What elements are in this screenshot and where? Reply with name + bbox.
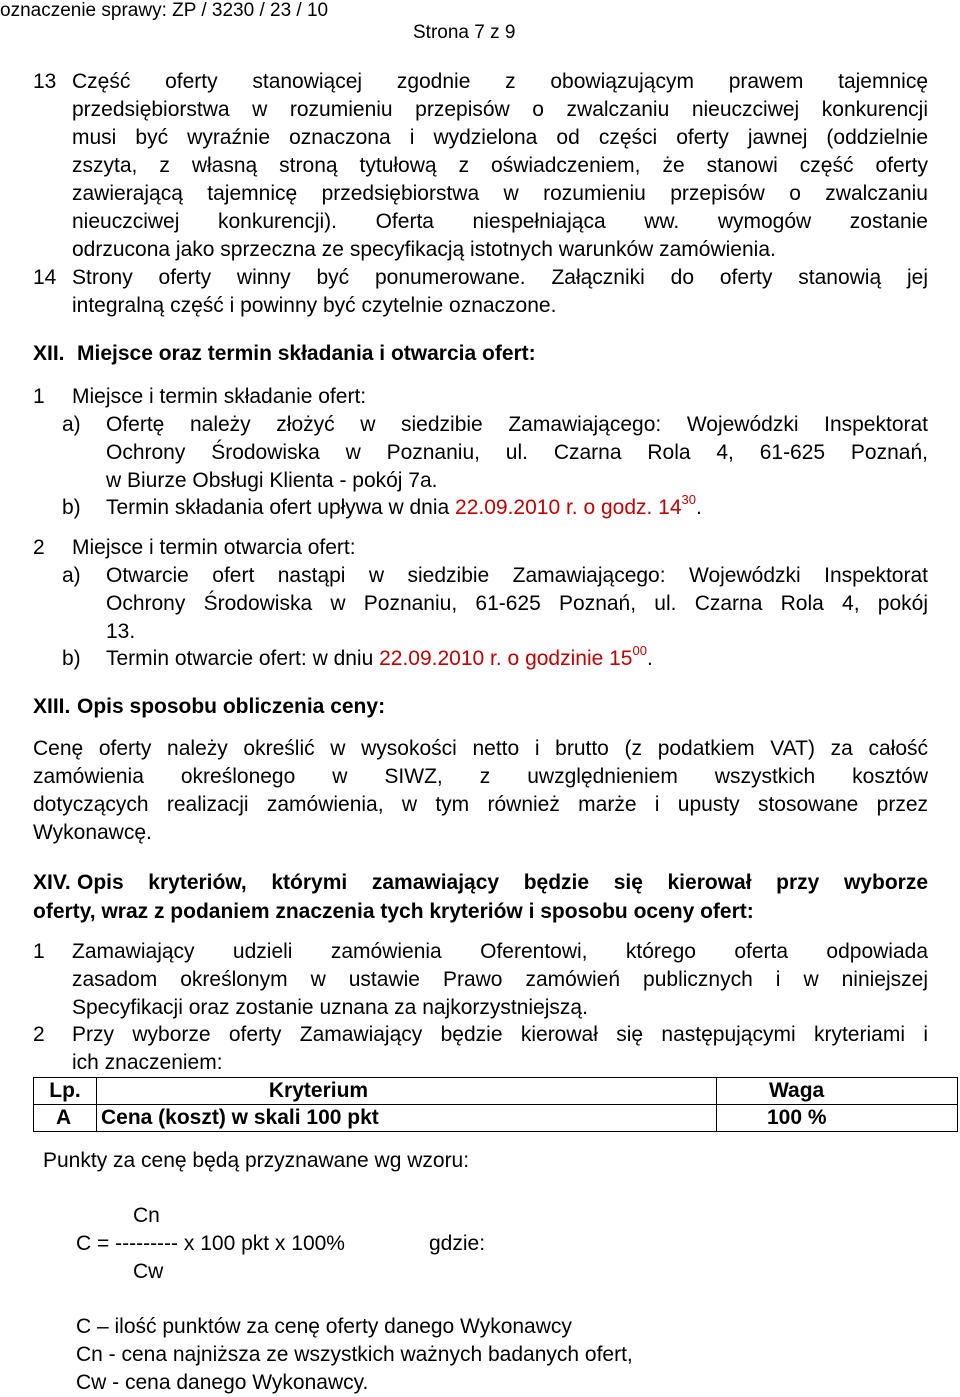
section-xiv-title-line-2: oferty, wraz z podaniem znaczenia tych kryteriów i sposobu oceny ofert: — [33, 900, 754, 923]
item-14-line: integralną część i powinny być czytelnie oznaczone. — [72, 294, 557, 317]
xiv-1-line: Zamawiający udzieli zamówienia Oferentowi, którego oferta odpowiada — [72, 940, 928, 963]
item-13-line: Część oferty stanowiącej zgodnie z obowiązującym prawem tajemnicę — [72, 70, 928, 93]
xii-2b-minutes: 00 — [632, 643, 647, 658]
item-13-line: odrzucona jako sprzeczna ze specyfikacją istotnych warunków zamówienia. — [72, 238, 776, 261]
item-14-number: 14 — [33, 266, 57, 289]
xii-2b-text — [106, 645, 653, 673]
xiv-1-line: zasadom określonym w ustawie Prawo zamówień publicznych i w niniejszej — [72, 968, 928, 991]
cell-kryterium: Cena (koszt) w skali 100 pkt — [97, 1105, 717, 1132]
item-13-line: zszyta, z własną stroną tytułową z oświadczeniem, że stanowi część oferty — [72, 154, 928, 177]
xii-2a-text — [106, 562, 928, 646]
section-xiv-number: XIV. — [33, 871, 71, 894]
page-number: Strona 7 z 9 — [413, 22, 516, 43]
xii-1a-label: a) — [62, 413, 81, 436]
points-intro: Punkty za cenę będą przyznawane wg wzoru: — [43, 1149, 470, 1172]
formula-denominator: Cw — [133, 1260, 164, 1283]
section-xiii-title: Opis sposobu obliczenia ceny: — [77, 695, 386, 718]
xii-2a-line: 13. — [106, 620, 136, 643]
item-13-line: nieuczciwej konkurencji). Oferta niespełniająca ww. wymogów zostanie — [72, 210, 928, 233]
criteria-table — [33, 1077, 958, 1132]
section-xii-title: Miejsce oraz termin składania i otwarcia ofert: — [77, 342, 536, 365]
xii-1a-line: w Biurze Obsługi Klienta - pokój 7a. — [106, 469, 438, 492]
xii-2a-line: Otwarcie ofert nastąpi w siedzibie Zamawiającego: Wojewódzki Inspektorat — [106, 564, 928, 587]
header-lp: Lp. — [34, 1078, 97, 1105]
formula-legend — [76, 1313, 633, 1397]
xii-1b-minutes: 30 — [681, 492, 697, 507]
xii-1b-label: b) — [62, 496, 81, 519]
legend-line: Cw - cena danego Wykonawcy. — [76, 1371, 369, 1394]
legend-line: Cn - cena najniższa ze wszystkich ważnych badanych ofert, — [76, 1343, 633, 1366]
item-13-text — [72, 68, 928, 264]
xii-1b-lead: Termin składania ofert upływa w dnia — [106, 496, 456, 519]
xii-2b-date: 22.09.2010 r. o godzinie 15 — [379, 647, 633, 670]
xiv-point-2-text — [72, 1021, 928, 1077]
case-reference: oznaczenie sprawy: ZP / 3230 / 23 / 10 — [0, 0, 329, 21]
xiv-point-1-text — [72, 938, 928, 1022]
section-xiii-number: XIII. — [33, 695, 71, 718]
xii-point-1-title: Miejsce i termin składanie ofert: — [72, 385, 367, 408]
cell-waga: 100 % — [717, 1105, 958, 1132]
item-13-line: zawierającą tajemnicę przedsiębiorstwa w rozumieniu przepisów o zwalczaniu — [72, 182, 928, 205]
section-xii-number: XII. — [33, 342, 65, 365]
xiv-2-line: ich znaczeniem: — [72, 1051, 223, 1074]
xii-2b-label: b) — [62, 647, 81, 670]
formula-gdzie: gdzie: — [429, 1232, 486, 1255]
header-waga: Waga — [717, 1078, 958, 1105]
xiii-text — [33, 735, 928, 847]
xii-1b-date: 22.09.2010 r. o godz. 14 — [455, 496, 682, 519]
legend-line: C – ilość punktów za cenę oferty danego Wykonawcy — [76, 1315, 572, 1338]
xiii-line: dotyczących realizacji zamówienia, w tym również marże i upusty stosowane przez — [33, 793, 928, 816]
xii-1a-text — [106, 411, 928, 495]
xii-point-2-number: 2 — [33, 536, 45, 559]
item-14-text — [72, 264, 928, 320]
xii-2a-line: Ochrony Środowiska w Poznaniu, 61-625 Poznań, ul. Czarna Rola 4, pokój — [106, 592, 928, 615]
formula-main: C = --------- x 100 pkt x 100% — [76, 1232, 345, 1255]
cell-lp: A — [34, 1105, 97, 1132]
xii-1a-line: Ofertę należy złożyć w siedzibie Zamawiającego: Wojewódzki Inspektorat — [106, 413, 928, 436]
xii-2b-lead: Termin otwarcie ofert: w dniu — [106, 647, 380, 670]
xii-1b-end: . — [696, 496, 702, 519]
table-row — [34, 1105, 958, 1132]
xii-1b-text — [106, 494, 702, 522]
item-13-line: musi być wyraźnie oznaczona i wydzielona od części oferty jawnej (oddzielnie — [72, 126, 928, 149]
item-14-line: Strony oferty winny być ponumerowane. Załączniki do oferty stanowią jej — [72, 266, 928, 289]
header-kryterium: Kryterium — [97, 1078, 717, 1105]
xiv-point-1-number: 1 — [33, 940, 45, 963]
xiv-1-line: Specyfikacji oraz zostanie uznana za najkorzystniejszą. — [72, 996, 588, 1019]
xii-1a-line: Ochrony Środowiska w Poznaniu, ul. Czarna Rola 4, 61-625 Poznań, — [106, 441, 928, 464]
xiii-line: Wykonawcę. — [33, 821, 152, 844]
section-xiv-title-line-1: Opis kryteriów, którymi zamawiający będzie się kierował przy wyborze — [77, 871, 928, 894]
item-13-number: 13 — [33, 70, 57, 93]
item-13-line: przedsiębiorstwa w rozumieniu przepisów o zwalczaniu nieuczciwej konkurencji — [72, 98, 928, 121]
xii-2a-label: a) — [62, 564, 81, 587]
xiii-line: zamówienia określonego w SIWZ, z uwzględnieniem wszystkich kosztów — [33, 765, 928, 788]
xiii-line: Cenę oferty należy określić w wysokości netto i brutto (z podatkiem VAT) za całość — [33, 737, 928, 760]
xii-point-2-title: Miejsce i termin otwarcia ofert: — [72, 536, 356, 559]
xiv-2-line: Przy wyborze oferty Zamawiający będzie kierował się następującymi kryteriami i — [72, 1023, 928, 1046]
xiv-point-2-number: 2 — [33, 1023, 45, 1046]
formula-numerator: Cn — [133, 1204, 160, 1227]
xii-2b-end: . — [646, 647, 653, 670]
xii-point-1-number: 1 — [33, 385, 45, 408]
criteria-header-row — [34, 1078, 958, 1105]
